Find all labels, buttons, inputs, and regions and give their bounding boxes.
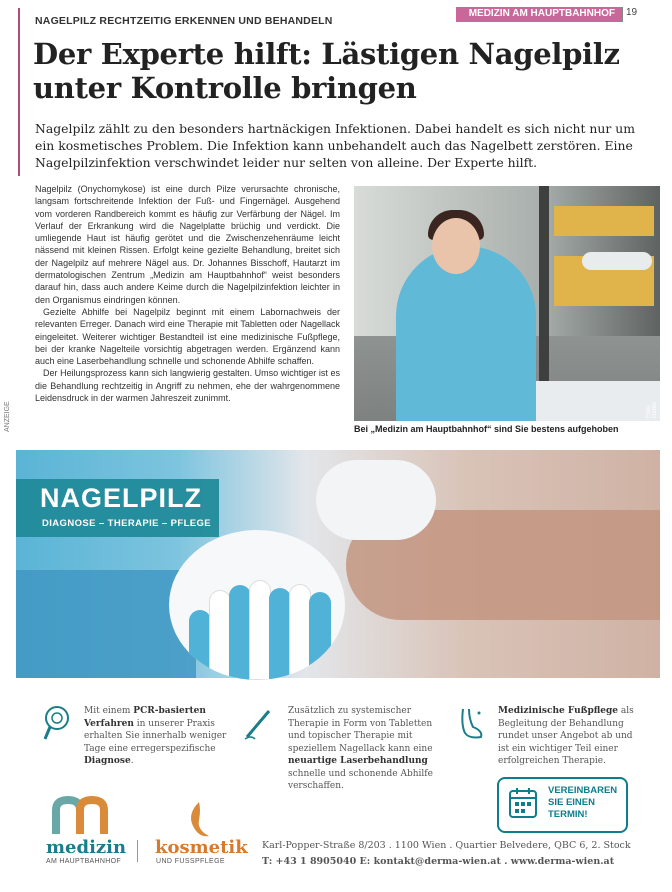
- body-paragraph: Gezielte Abhilfe bei Nagelpilz beginnt mit einem Labornachweis der relevanten Erreger. Danach wird eine Therapie mit Tabletten oder Nagellack eingeleitet. Weiterer wichtiger Bestandteil ist eine medizinische Fußpflege, bei der kranke Nagelteile vorsichtig abgetragen werden. Ergänzend kann auch eine Laserbehandlung schnelle und schonende Abhilfe schaffen.: [35, 306, 340, 367]
- calendar-icon: [508, 786, 538, 820]
- page-number-divider: [621, 7, 623, 22]
- body-paragraph: Der Heilungsprozess kann sich langwierig gestalten. Umso wichtiger ist es die Behandlung rechtzeitig in Angriff zu nehmen, ehe der wahrgenommene Leidensdruck in der warmen Jahreszeit zunimmt.: [35, 368, 340, 404]
- body-paragraph: Nagelpilz (Onychomykose) ist eine durch Pilze verursachte chronische, langsam fortschreitende Infektion der Fuß- und Fingernägel. Ausgehend vom vorderen Randbereich kommt es häufig zur Verfärbung der Nägel. Im Verlauf der Erkrankung wird die Nagelplatte brüchig und verdickt. Die umliegende Haut ist häufig gerötet und die Zwischenzehenräume leicht nässend mit kleinen Rissen. Erfolgt keine gezielte Behandlung, breitet sich der Nagelpilz auf mehrere Nägel aus. Dr. Johannes Bisschoff, Hautarzt im dermatologischen Zentrum „Medizin am Hauptbahnhof“ weist besonders darauf hin, dass auch andere Keime durch die Nagelpilzinfektion leichter in den Organismus eindringen können.: [35, 184, 340, 305]
- team-photo: [169, 530, 345, 680]
- laser-pen-icon: [243, 705, 273, 741]
- feature-laser: Zusätzlich zu systemischer Therapie in Form von Tabletten und topischer Therapie mit speziellem Nagellack kann eine neuartige Laserbehandlung schnelle und schonende Abhilfe verschaffen.: [288, 706, 433, 791]
- appointment-label: VEREINBAREN SIE EINEN TERMIN!: [548, 785, 618, 820]
- contact-line: T: +43 1 8905040 E: kontakt@derma-wien.at . www.derma-wien.at: [262, 856, 615, 867]
- kosmetik-logo-icon: [185, 800, 213, 840]
- address-line: Karl-Popper-Straße 8/203 . 1100 Wien . Quartier Belvedere, QBC 6, 2. Stock: [262, 840, 631, 851]
- photo-credit: Foto: Detter: [646, 401, 658, 418]
- article-body: [35, 183, 340, 404]
- page-number: 19: [626, 7, 638, 18]
- article-kicker: NAGELPILZ RECHTZEITIG ERKENNEN UND BEHANDELN: [35, 15, 333, 27]
- photo-caption: Bei „Medizin am Hauptbahnhof“ sind Sie bestens aufgehoben: [354, 424, 619, 434]
- kosmetik-logo-subtext: UND FUSSPFLEGE: [156, 858, 225, 865]
- microscope-icon: [42, 705, 72, 741]
- lamp-shape: [582, 252, 652, 270]
- section-tag: MEDIZIN AM HAUPTBAHNHOF: [456, 7, 621, 22]
- logo-divider: [137, 840, 138, 862]
- accent-rule: [18, 8, 20, 176]
- contact-block: [262, 838, 631, 870]
- feature-diagnosis: Mit einem PCR-basierten Verfahren in unserer Praxis erhalten Sie innerhalb weniger Tage eine erregerspezifische Diagnose.: [84, 706, 227, 766]
- treatment-photo: [354, 186, 660, 421]
- medizin-logo-icon: [50, 796, 110, 836]
- lead-paragraph: Nagelpilz zählt zu den besonders hartnäckigen Infektionen. Dabei handelt es sich nicht nur um ein kosmetisches Problem. Die Infektion kann unbehandelt auch das Nagelbett zerstören. Eine Nagelpilzinfektion verschwindet leider nur selten von alleine. Der Experte hilft.: [35, 121, 635, 170]
- headline: Der Experte hilft: Lästigen Nagelpilz unter Kontrolle bringen: [33, 37, 620, 105]
- medizin-logo-subtext: AM HAUPTBAHNHOF: [46, 858, 121, 865]
- banner-subtitle: DIAGNOSE – THERAPIE – PFLEGE: [42, 518, 212, 529]
- nurse-figure: [396, 246, 536, 421]
- advertisement-label: ANZEIGE: [4, 401, 11, 432]
- banner-title: NAGELPILZ: [40, 483, 202, 513]
- medizin-logo-text: medizin: [46, 837, 127, 858]
- feature-foot-care: Medizinische Fußpflege als Begleitung der Behandlung rundet unser Angebot ab und ist ein wichtiger Teil einer erfolgreichen Therapie.: [498, 706, 634, 766]
- foot-care-icon: [455, 705, 485, 741]
- kosmetik-logo-text: kosmetik: [155, 837, 248, 858]
